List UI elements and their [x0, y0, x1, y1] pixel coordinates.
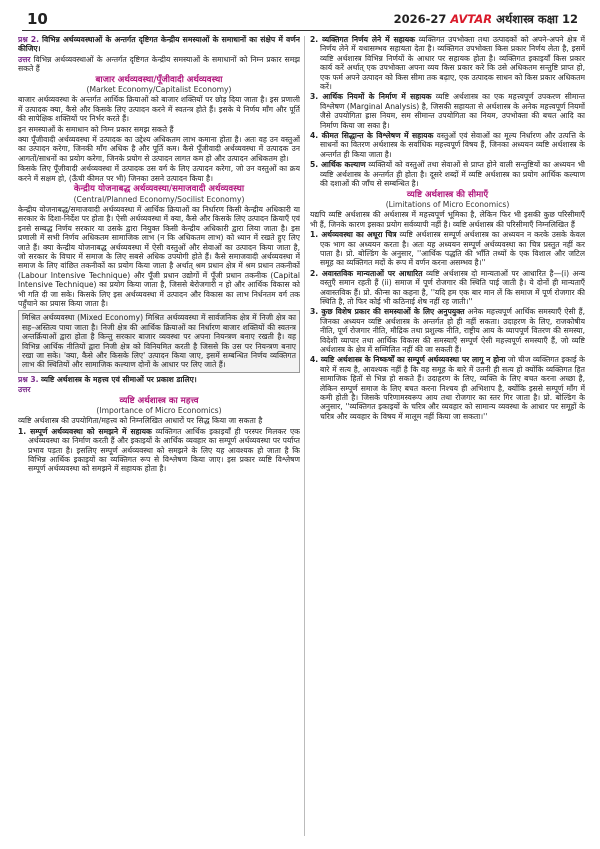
item-text: व्यक्तिगत आर्थिक इकाइयाँ ही परस्पर मिलकर एक अर्थव्यवस्था का निर्माण करती हैं और इकाइयों के आर्थिक व्यवहार का सम्पूर्ण अर्थव्यवस्था पर पर्याप्त प्रभाव पड़ता है। इसलिए सम्पूर्ण अर्थव्यवस्था को समझने के लिए यह आवश्यक हो जाता है कि विभिन्न आर्थिक इकाइयों का व्यक्तिगत रूप से विश्लेषण किया जाए। इस प्रकार व्यष्टि विश्लेषण सम्पूर्ण अर्थव्यवस्था को समझने में सहायक होता है। — [28, 426, 300, 474]
running-head — [394, 12, 578, 27]
answer-intro-text: विभिन्न अर्थव्यवस्थाओं के अन्तर्गत दृष्टिगत केन्द्रीय समस्याओं के समाधानों को निम्न प्रकार समझ सकते हैं — [18, 54, 300, 74]
year-label: 2026-27 — [393, 12, 447, 26]
item-title: व्यष्टि अर्थशास्त्र के निष्कर्षों का सम्पूर्ण अर्थव्यवस्था पर लागू न होना — [320, 355, 506, 365]
limitation-item-1: 1. अर्थव्यवस्था का अधूरा चित्र व्यष्टि अर्थशास्त्र सम्पूर्ण अर्थशास्त्र का अध्ययन न करके उसके केवल एक भाग का अध्ययन करता है। अतः यह अध्ययन सम्पूर्ण अर्थव्यवस्था का चित्र प्रस्तुत नहीं कर पाता है। प्रो. बोल्डिंग के अनुसार, ''आर्थिक पद्धति की भाँति तथ्यों के एक विशाल और जटिल समूह का व्यक्तिगत मदों के रूप में वर्णन करना असम्भव है।'' — [310, 230, 585, 268]
class-label: कक्षा 12 — [537, 12, 578, 26]
market-paragraph-1: बाजार अर्थव्यवस्था के अन्तर्गत आर्थिक क्रियाओं को बाजार शक्तियों पर छोड़ दिया जाता है। इस प्रणाली में उत्पादक क्या, कैसे और किसके लिए उत्पादन करने में स्वतन्त्र होते हैं। इसके ये निर्णय माँग और पूर्ति की सापेक्षिक शक्तियों पर निर्भर करते हैं। — [18, 95, 300, 124]
importance-intro: व्यष्टि अर्थशास्त्र की उपयोगिता/महत्त्व को निम्नलिखित आधारों पर सिद्ध किया जा सकता है — [18, 416, 263, 426]
question-text: विभिन्न अर्थव्यवस्थाओं के अन्तर्गत दृष्टिगत केन्द्रीय समस्याओं के समाधानों का संक्षेप में वर्णन कीजिए। — [18, 35, 300, 54]
item-title: कुछ विशेष प्रकार की समस्याओं के लिए अनुपयुक्त — [321, 307, 465, 317]
importance-item-3: 3. आर्थिक नियमों के निर्माण में सहायक व्यष्टि अर्थशास्त्र का एक महत्त्वपूर्ण उपकरण सीमान्त विश्लेषण (Marginal Analysis) है, जिसकी सहायता से अर्थशास्त्र के अनेक महत्त्वपूर्ण नियमों जैसे उपयोगिता ह्रास नियम, सम सीमान्त उपयोगिता का नियम, उपभोक्ता की बचत आदि का निर्माण किया जा सका है। — [310, 92, 585, 130]
limitation-item-3: 3. कुछ विशेष प्रकार की समस्याओं के लिए अनुपयुक्त अनेक महत्त्वपूर्ण आर्थिक समस्याएँ ऐसी हैं, जिनका अध्ययन व्यष्टि अर्थशास्त्र के अन्तर्गत हो ही नहीं सकता। उदाहरण के लिए, राजकोषीय नीति, पूर्ण रोजगार नीति, मौद्रिक तथा प्रशुल्क नीति, राष्ट्रीय आय के व्यापपूर्ण वितरण की समस्या, विदेशी व्यापार तथा आर्थिक विकास की समस्याएँ सम्पूर्ण ऐसी महत्त्वपूर्ण समस्याएँ हैं, जो व्यष्टि अर्थशास्त्र के क्षेत्र में सम्मिलित नहीं की जा सकती हैं। — [310, 307, 585, 354]
item-text: व्यष्टि अर्थशास्त्र सम्पूर्ण अर्थशास्त्र का अध्ययन न करके उसके केवल एक भाग का अध्ययन करता है। अतः यह अध्ययन सम्पूर्ण अर्थव्यवस्था का चित्र प्रस्तुत नहीं कर पाता है। प्रो. बोल्डिंग के अनुसार, ''आर्थिक पद्धति की भाँति तथ्यों के एक विशाल और जटिल समूह का व्यक्तिगत मदों के रूप में वर्णन करना असम्भव है।'' — [320, 230, 585, 268]
limitation-item-4: 4. व्यष्टि अर्थशास्त्र के निष्कर्षों का सम्पूर्ण अर्थव्यवस्था पर लागू न होना जो चीज व्यक्तिगत इकाई के बारे में सत्य है, आवश्यक नहीं है कि वह समूह के बारे में उतनी ही सत्य हो क्योंकि व्यक्तिगत हित सामाजिक हितों से भिन्न हो सकते हैं। उदाहरण के लिए, व्यक्ति के लिए बचत करना अच्छा है, लेकिन सम्पूर्ण समाज के लिए बचत करना निश्चय ही अभिशाप है, क्योंकि इससे सम्पूर्ण माँग में कमी होती है। जिसके परिणामस्वरूप आय तथा रोजगार का स्तर गिर जाता है। प्रो. बोल्डिंग के अनुसार, ''व्यक्तिगत इकाइयों के चरित्र और व्यवहार को सामान्य व्यवस्था के आधार पर समूहों के चरित्र और व्यवहार के विषय में मालूम नहीं किया जा सकता।'' — [310, 355, 585, 421]
left-column — [18, 35, 300, 841]
item-text: व्यष्टि अर्थशास्त्र का एक महत्त्वपूर्ण उपकरण सीमान्त विश्लेषण (Marginal Analysis) है, जिसकी सहायता से अर्थशास्त्र के अनेक महत्त्वपूर्ण नियमों जैसे उपयोगिता ह्रास नियम, सम सीमान्त उपयोगिता का नियम, उपभोक्ता की बचत आदि का निर्माण किया जा सका है। — [320, 92, 585, 130]
question-label: प्रश्न 3. — [18, 374, 39, 384]
importance-heading: व्यष्टि अर्थशास्त्र का महत्त्व — [119, 395, 199, 406]
subject-label: अर्थशास्त्र — [496, 12, 534, 26]
item-title: कीमत सिद्धान्त के विश्लेषण में सहायक — [321, 131, 434, 141]
importance-item-2: 2. व्यक्तिगत निर्णय लेने में सहायक व्यक्तिगत उपभोक्ता तथा उत्पादकों को अपने-अपने क्षेत्र में निर्णय लेने में यथासम्भव सहायता देता है। व्यक्तिगत उपभोक्ता किस प्रकार निर्णय लेता है, इसमें व्यष्टि अर्थशास्त्र विभिन्न निर्णयों के आधार पर सहायक होता है। व्यक्तिगत इकाइयाँ किस प्रकार कार्य करें अर्थात् एक उपभोक्ता अपना व्यय किस प्रकार करे कि उसे अधिकतम सन्तुष्टि प्राप्त हो, एक फर्म अपने उत्पादन को किस सीमा तक बढ़ाए, एक उत्पादक साधन को किस प्रकार अधिकतम करें। — [310, 35, 585, 92]
column-divider — [304, 36, 305, 836]
market-paragraph-3: क्या पूँजीवादी अर्थव्यवस्था में उत्पादक का उद्देश्य अधिकतम लाभ कमाना होता है। अतः वह उन वस्तुओं का उत्पादन करेगा, जिनकी माँग अधिक है और पूर्ति कम। कैसे पूँजीवादी अर्थव्यवस्था में उत्पादक उन आगतों/साधनों का प्रयोग करेगा, जिनके प्रयोग से उत्पादन लागत कम हो और उत्पादन अधिकतम हो। — [18, 135, 300, 163]
limitations-intro: यद्यपि व्यष्टि अर्थशास्त्र की अर्थशास्त्र में महत्त्वपूर्ण भूमिका है, लेकिन फिर भी इसकी कुछ परिसीमाएँ भी हैं, जिनके कारण इसका प्रयोग सर्वव्यापी नहीं है। व्यष्टि अर्थशास्त्र की परिसीमाएँ निम्नलिखित हैं — [310, 210, 585, 229]
brand-logo: AVTAR — [450, 12, 493, 26]
question-label: प्रश्न 2. — [18, 35, 40, 44]
market-heading: बाजार अर्थव्यवस्था/पूँजीवादी अर्थव्यवस्था — [95, 74, 223, 85]
limitations-heading: व्यष्टि अर्थशास्त्र की सीमाएँ — [406, 189, 489, 200]
importance-item-5: 5. आर्थिक कल्याण व्यक्तियों को वस्तुओं तथा सेवाओं से प्राप्त होने वाली सन्तुष्टियों का अध्ययन भी व्यष्टि अर्थशास्त्र के अन्तर्गत ही होता है। दूसरे शब्दों में व्यष्टि अर्थशास्त्र का प्रयोग आर्थिक कल्याण की दशाओं की जाँच से सम्बन्धित है। — [310, 160, 585, 189]
market-paragraph-2: इन समस्याओं के समाधान को निम्न प्रकार समझ सकते हैं — [18, 124, 174, 134]
header-rule — [22, 30, 578, 31]
question-2 — [18, 35, 300, 54]
central-heading: केन्द्रीय योजनाबद्ध अर्थव्यवस्था/समाजवादी अर्थव्यवस्था — [73, 184, 245, 195]
central-subheading: (Central/Planned Economy/Socilist Economy) — [73, 194, 245, 204]
right-column — [310, 35, 585, 825]
item-text: व्यक्तिगत उपभोक्ता तथा उत्पादकों को अपने-अपने क्षेत्र में निर्णय लेने में यथासम्भव सहायता देता है। व्यक्तिगत उपभोक्ता किस प्रकार निर्णय लेता है, इसमें व्यष्टि अर्थशास्त्र विभिन्न निर्णयों के आधार पर सहायक होता है। व्यक्तिगत इकाइयाँ किस प्रकार कार्य करें अर्थात् एक उपभोक्ता अपना व्यय किस प्रकार करे कि उसे अधिकतम सन्तुष्टि प्राप्त हो, एक फर्म अपने उत्पादन को किस सीमा तक बढ़ाए, एक उत्पादक साधन को किस प्रकार अधिकतम करें। — [320, 35, 585, 92]
market-paragraph-4: किसके लिए पूँजीवादी अर्थव्यवस्था में उत्पादक उस वर्ग के लिए उत्पादन करेगा, जो उन वस्तुओं का क्रय करने में सक्षम हो, (ऊँची कीमत पर भी) जिनका उसने उत्पादन किया है। — [18, 164, 300, 183]
item-text: अनेक महत्त्वपूर्ण आर्थिक समस्याएँ ऐसी हैं, जिनका अध्ययन व्यष्टि अर्थशास्त्र के अन्तर्गत हो ही नहीं सकता। उदाहरण के लिए, राजकोषीय नीति, पूर्ण रोजगार नीति, मौद्रिक तथा प्रशुल्क नीति, राष्ट्रीय आय के व्यापपूर्ण वितरण की समस्या, विदेशी व्यापार तथा आर्थिक विकास की समस्याएँ सम्पूर्ण ऐसी महत्त्वपूर्ण समस्याएँ हैं, जो व्यष्टि अर्थशास्त्र के क्षेत्र में सम्मिलित नहीं की जा सकती हैं। — [320, 307, 585, 354]
page-header — [0, 0, 600, 34]
item-title: आर्थिक कल्याण — [321, 160, 366, 170]
importance-subheading: (Importance of Micro Economics) — [96, 406, 222, 416]
answer-label-3 — [18, 385, 300, 394]
item-title: व्यक्तिगत निर्णय लेने में सहायक — [322, 35, 415, 44]
item-title: आर्थिक नियमों के निर्माण में सहायक — [322, 92, 432, 102]
page-number: 10 — [27, 10, 48, 28]
question-3 — [18, 375, 300, 384]
mixed-economy-box: मिश्रित अर्थव्यवस्था (Mixed Economy) मिश्रित अर्थव्यवस्था में सार्वजनिक क्षेत्र में निजी क्षेत्र का सह–अस्तित्व पाया जाता है। निजी क्षेत्र की आर्थिक क्रियाओं का निर्धारण बाजार शक्तियों की स्वतन्त्र अन्तर्क्रियाओं द्वारा होता है किन्तु सरकार बाजार व्यवस्था पर अपना नियन्त्रण बनाए रखती है। वह विभिन्न आर्थिक नीतियों द्वारा निजी क्षेत्र को विनियमित करती है जिससे कि उस पर नियन्त्रण बनाए रखा जा सके। 'क्या, कैसे और किसके लिए' उत्पादन किया जाए, इसमें सम्बन्धित निर्णय व्यक्तिगत लाभ की स्थितियों और सामाजिक कल्याण दोनों के आधार पर लिए जाते हैं। — [18, 310, 300, 372]
importance-item-1: 1. सम्पूर्ण अर्थव्यवस्था को समझने में सहायक व्यक्तिगत आर्थिक इकाइयाँ ही परस्पर मिलकर एक अर्थव्यवस्था का निर्माण करती हैं और इकाइयों के आर्थिक व्यवहार का सम्पूर्ण अर्थव्यवस्था पर पर्याप्त प्रभाव पड़ता है। इसलिए सम्पूर्ण अर्थव्यवस्था को समझने के लिए यह आवश्यक हो जाता है कि विभिन्न आर्थिक इकाइयों का व्यक्तिगत रूप से विश्लेषण किया जाए। इस प्रकार व्यष्टि विश्लेषण सम्पूर्ण अर्थव्यवस्था को समझने में सहायक होता है। — [18, 426, 300, 474]
answer-intro — [18, 55, 300, 74]
central-paragraph: केन्द्रीय योजनाबद्ध/समाजवादी अर्थव्यवस्था में आर्थिक क्रियाओं का निर्धारण किसी केन्द्रीय अधिकारी या सरकार के दिशा-निर्देश पर होता है। ऐसी अर्थव्यवस्था में क्या, कैसे और किसके लिए उत्पादन क्रियाएँ एवं इनसे सम्बद्ध निर्णय सरकार या उसके द्वारा नियुक्त किसी केन्द्रीय अधिकारी द्वारा लिया जाता है। इस प्रणाली में सभी निर्णय अधिकतम सामाजिक लाभ (न कि अधिकतम लाभ) को ध्यान में रखते हुए लिए जाते हैं। क्या केन्द्रीय योजनाबद्ध अर्थव्यवस्था में ऐसी वस्तुओं और सेवाओं का उत्पादन किया जाता है, जो सरकार के विचार में समाज के लिए सबसे अधिक उपयोगी होते हैं। कैसे समाजवादी अर्थव्यवस्था में समाज के लिए वांछित तकनीकों का प्रयोग किया जाता है अर्थात् श्रम प्रधान क्षेत्र में श्रम प्रधान तकनीकों (Labour Intensive Technique) और पूँजी प्रधान उद्योगों में पूँजी प्रधान तकनीक (Capital Intensive Technique) का प्रयोग किया जाता है, जिससे बेरोजगारी न हो और आर्थिक विकास को भी गति दी जा सके। किसके लिए इस अर्थव्यवस्था में उत्पादन और विकास का लाभ निर्धनतम वर्ग तक पहुँचाने का प्रयास किया जाता है। — [18, 204, 300, 308]
item-text: वस्तुओं एवं सेवाओं का मूल्य निर्धारण और उत्पत्ति के साधनों का वितरण अर्थशास्त्र के सर्वाधिक महत्त्वपूर्ण विषय हैं, जिनका अध्ययन व्यष्टि अर्थशास्त्र के अन्तर्गत ही किया जाता है। — [320, 131, 585, 159]
limitations-subheading: (Limitations of Micro Economics) — [385, 199, 510, 209]
answer-label: उत्तर — [18, 385, 31, 395]
item-title: सम्पूर्ण अर्थव्यवस्था को समझने में सहायक — [30, 426, 152, 436]
item-title: अर्थव्यवस्था का अधूरा चित्र — [321, 230, 397, 240]
market-subheading: (Market Economy/Capitalist Economy) — [86, 85, 232, 95]
item-text: व्यक्तियों को वस्तुओं तथा सेवाओं से प्राप्त होने वाली सन्तुष्टियों का अध्ययन भी व्यष्टि अर्थशास्त्र के अन्तर्गत ही होता है। दूसरे शब्दों में व्यष्टि अर्थशास्त्र का प्रयोग आर्थिक कल्याण की दशाओं की जाँच से सम्बन्धित है। — [320, 160, 585, 189]
item-title: अवास्तविक मान्यताओं पर आधारित — [321, 268, 423, 278]
answer-label: उत्तर — [18, 54, 31, 64]
item-text: व्यष्टि अर्थशास्त्र दो मान्यताओं पर आधारित है—(i) अन्य वस्तुएँ समान रहती हैं (ii) समाज में पूर्ण रोजगार की स्थिति पाई जाती है। ये दोनों ही मान्यताएँ अवास्तविक हैं। प्रो. कीन्स का कहना है, ''यदि हम एक बार मान लें कि समाज में पूर्ण रोजगार की स्थिति है, तो फिर कोई भी कठिनाई शेष नहीं रह जाती।'' — [320, 268, 585, 306]
question-text: व्यष्टि अर्थशास्त्र के महत्त्व एवं सीमाओं पर प्रकाश डालिए। — [40, 374, 197, 384]
limitation-item-2: 2. अवास्तविक मान्यताओं पर आधारित व्यष्टि अर्थशास्त्र दो मान्यताओं पर आधारित है—(i) अन्य वस्तुएँ समान रहती हैं (ii) समाज में पूर्ण रोजगार की स्थिति पाई जाती है। ये दोनों ही मान्यताएँ अवास्तविक हैं। प्रो. कीन्स का कहना है, ''यदि हम एक बार मान लें कि समाज में पूर्ण रोजगार की स्थिति है, तो फिर कोई भी कठिनाई शेष नहीं रह जाती।'' — [310, 268, 585, 306]
item-text: जो चीज व्यक्तिगत इकाई के बारे में सत्य है, आवश्यक नहीं है कि वह समूह के बारे में उतनी ही सत्य हो क्योंकि व्यक्तिगत हित सामाजिक हितों से भिन्न हो सकते हैं। उदाहरण के लिए, व्यक्ति के लिए बचत करना अच्छा है, लेकिन सम्पूर्ण समाज के लिए बचत करना निश्चय ही अभिशाप है, क्योंकि इससे सम्पूर्ण माँग में कमी होती है। जिसके परिणामस्वरूप आय तथा रोजगार का स्तर गिर जाता है। प्रो. बोल्डिंग के अनुसार, ''व्यक्तिगत इकाइयों के चरित्र और व्यवहार को सामान्य व्यवस्था के आधार पर समूहों के चरित्र और व्यवहार के विषय में मालूम नहीं किया जा सकता।'' — [320, 355, 585, 421]
importance-item-4: 4. कीमत सिद्धान्त के विश्लेषण में सहायक वस्तुओं एवं सेवाओं का मूल्य निर्धारण और उत्पत्ति के साधनों का वितरण अर्थशास्त्र के सर्वाधिक महत्त्वपूर्ण विषय हैं, जिनका अध्ययन व्यष्टि अर्थशास्त्र के अन्तर्गत ही किया जाता है। — [310, 131, 585, 159]
